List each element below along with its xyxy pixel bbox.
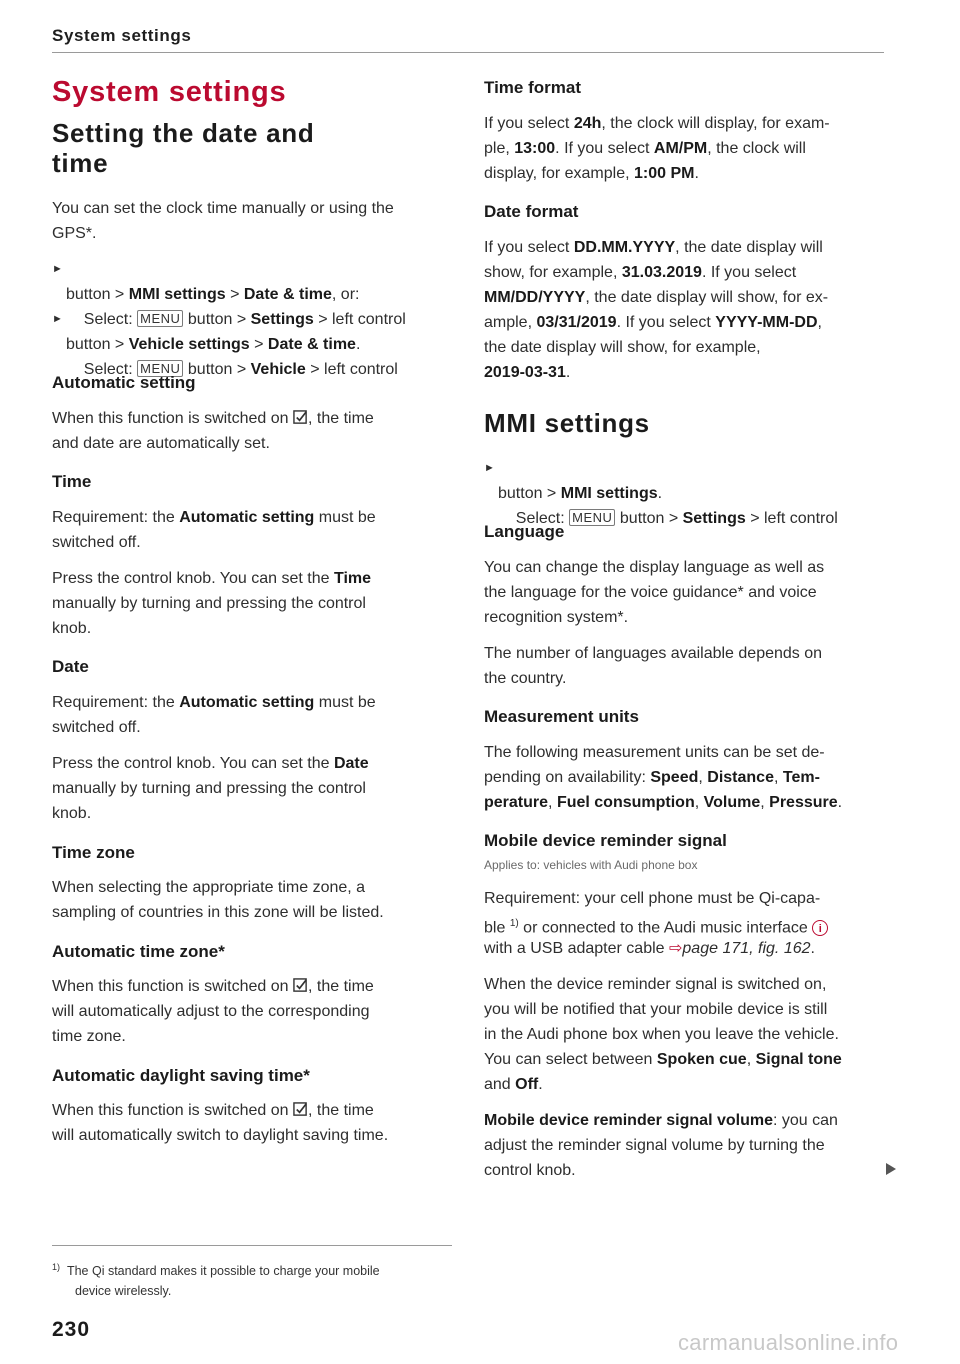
para-text: , the date display will [675,239,823,256]
date-press-line1 [52,751,369,776]
para-text: , the clock will display, for exam- [601,115,830,132]
para-text: show, for example, [484,264,618,281]
mmi-step-cont [484,481,662,506]
section-title: System settings [52,76,287,108]
para-bold: 13:00 [514,140,556,157]
para-text: . If you select [555,140,650,157]
df-line3 [484,285,828,310]
heading-measurement-units: Measurement units [484,707,639,726]
para-text: or connected to the Audi music interface [523,919,808,937]
step-bold: MMI settings [128,286,226,303]
para-bold: 31.03.2019 [621,264,702,281]
para-text: with a USB adapter cable [484,940,665,957]
dst-line1 [52,1098,374,1123]
step-bold: Settings [682,510,746,527]
mdr2-line1: When the device reminder signal is switched on, [484,976,827,993]
footnote-line2: device wirelessly. [75,1284,172,1299]
heading-date: Date [52,657,89,676]
step-bold: Settings [250,311,314,328]
df-line6 [484,360,570,385]
para-bold: Off [515,1076,539,1093]
step-text: > left control [750,510,838,527]
para-bold: Date [333,755,369,772]
step-text: Select: [83,361,133,378]
step-bold: MMI settings [560,485,658,502]
para-text: If you select [484,115,570,132]
intro-line2: GPS*. [52,225,97,242]
para-bold: Volume [703,794,761,811]
dst-line2: will automatically switch to daylight saving time. [52,1127,389,1144]
time-press-line2: manually by turning and pressing the control [52,595,366,612]
para-bold: Mobile device reminder signal volume [484,1112,773,1129]
para-bold: YYYY-MM-DD [715,314,818,331]
para-bold: perature [484,794,549,811]
bullet-icon: ► [52,263,63,275]
nav-step-2-cont [52,332,360,357]
para-bold: MM/DD/YYYY [484,289,586,306]
auto-line1 [52,406,374,431]
menu-key-icon: MENU [137,360,183,377]
step-text: button > [66,286,125,303]
para-text: When this function is switched on [52,410,289,427]
step-text: Select: [515,510,565,527]
mdr-line1: Requirement: your cell phone must be Qi-capa- [484,890,821,907]
para-bold: 24h [573,115,602,132]
para-text: , [694,794,700,811]
para-text: Requirement: the [52,509,175,526]
date-press-line3: knob. [52,805,92,822]
checkbox-checked-icon [293,1102,308,1117]
para-text: You can select between [484,1051,653,1068]
para-text: . If you select [616,314,711,331]
step-text: button > [619,510,679,527]
heading-time-format: Time format [484,78,581,97]
para-text: : you can [772,1112,838,1129]
para-bold: 03/31/2019 [536,314,617,331]
para-text: , the date display will show, for ex- [585,289,829,306]
para-text: , [817,314,822,331]
mu-line2 [484,765,820,790]
step-text: > left control [318,311,406,328]
para-text: ple, [484,140,510,157]
para-text: , the clock will [707,140,806,157]
heading-automatic-setting: Automatic setting [52,373,196,392]
heading-daylight-saving: Automatic daylight saving time* [52,1066,310,1085]
step-bold: Date & time [267,336,356,353]
para-bold: Spoken cue [656,1051,747,1068]
para-bold: Pressure [769,794,838,811]
lang-line1: You can change the display language as well as [484,559,825,576]
para-text: . [837,794,843,811]
vol-line3: control knob. [484,1162,576,1179]
menu-key-icon: MENU [569,509,615,526]
step-text: , or: [331,286,360,303]
para-text: , [698,769,703,786]
atz-line3: time zone. [52,1028,126,1045]
mu-line3 [484,790,842,815]
time-req-line1 [52,505,376,530]
menu-key-icon: MENU [137,310,183,327]
para-text: ample, [484,314,533,331]
mdr2-line5 [484,1072,543,1097]
step-text: button > [498,485,557,502]
para-text: When this function is switched on [52,978,289,995]
tf-line1 [484,111,830,136]
atz-line1 [52,974,374,999]
heading-time-zone: Time zone [52,843,135,862]
step-text: . [355,336,361,353]
step-text: button > [66,336,125,353]
heading-language: Language [484,522,565,541]
para-text: . If you select [701,264,797,281]
checkbox-checked-icon [293,410,308,425]
para-text: , the time [308,978,374,995]
mdr2-line4 [484,1047,842,1072]
mdr2-line2: you will be notified that your mobile device is still [484,1001,828,1018]
bullet-icon: ► [52,313,63,325]
mdr-line3 [484,936,815,961]
time-press-line1 [52,566,371,591]
step-text: . [657,485,663,502]
heading-time: Time [52,472,92,491]
step-text: > [230,286,240,303]
lang-line3: recognition system*. [484,609,629,626]
step-text: > [254,336,264,353]
step-text: Select: [83,311,133,328]
page-number: 230 [52,1318,91,1341]
checkbox-checked-icon [293,978,308,993]
page-reference-link[interactable]: page 171, fig. 162 [682,940,811,957]
para-text: Press the control knob. You can set the [52,755,330,772]
para-text: When this function is switched on [52,1102,289,1119]
para-text: Press the control knob. You can set the [52,570,330,587]
running-header: System settings [52,26,192,45]
atz-line2: will automatically adjust to the corresponding [52,1003,370,1020]
date-press-line2: manually by turning and pressing the control [52,780,366,797]
para-text: display, for example, [484,165,630,182]
para-text: , [760,794,765,811]
para-text: If you select [484,239,570,256]
date-req-line1 [52,690,376,715]
para-text: , the time [308,410,374,427]
para-text: ble [484,919,506,937]
page-title-line2: time [52,148,109,178]
para-bold: Automatic setting [179,509,315,526]
para-text: Requirement: the [52,694,175,711]
step-bold: Vehicle settings [128,336,250,353]
time-req-line2: switched off. [52,534,141,551]
footnote-marker: 1) [509,918,519,929]
page-title-line1: Setting the date and [52,118,315,148]
bullet-icon: ► [484,462,495,474]
para-text: and [484,1076,511,1093]
para-text: , the time [308,1102,374,1119]
heading-mmi-settings: MMI settings [484,408,650,438]
para-bold: AM/PM [653,140,708,157]
step-text: button > [187,311,247,328]
date-req-line2: switched off. [52,719,141,736]
para-text: . [565,364,571,381]
para-text: . [694,165,699,182]
para-bold: DD.MM.YYYY [573,239,676,256]
para-bold: Automatic setting [179,694,315,711]
footnote-marker: 1) [52,1262,61,1272]
header-divider [52,52,884,53]
tz-line2: sampling of countries in this zone will be listed. [52,904,384,921]
heading-auto-time-zone: Automatic time zone* [52,942,225,961]
para-text: . [810,940,815,957]
para-bold: Signal tone [755,1051,842,1068]
footnote-text: The Qi standard makes it possible to charge your mobile [66,1264,380,1279]
para-text: , [548,794,553,811]
reference-arrow-icon: ⇨ [669,940,683,957]
para-text: . [538,1076,543,1093]
para-text: , [773,769,779,786]
step-bold: Date & time [243,286,332,303]
para-bold: Distance [707,769,774,786]
para-bold: Tem- [782,769,820,786]
footnote-divider [52,1245,452,1246]
step-text: > left control [310,361,398,378]
df-line2 [484,260,796,285]
lang2-line1: The number of languages available depends on [484,645,823,662]
para-text: , [746,1051,752,1068]
continue-arrow-icon [886,1163,896,1175]
mdr2-line3: in the Audi phone box when you leave the vehicle. [484,1026,839,1043]
info-circle-icon: i [812,920,828,936]
footnote-line1 [52,1257,452,1281]
nav-step-1-cont [52,282,359,307]
heading-date-format: Date format [484,202,579,221]
vol-line1 [484,1108,838,1133]
para-bold: Fuel consumption [556,794,695,811]
para-bold: 1:00 PM [634,165,695,182]
para-bold: Speed [650,769,699,786]
df-line1 [484,235,823,260]
para-bold: Time [333,570,372,587]
para-text: must be [318,694,376,711]
mu-line1: The following measurement units can be set de- [484,744,825,761]
para-text: must be [318,509,376,526]
footnote [52,1257,452,1301]
df-line4 [484,310,822,335]
lang-line2: the language for the voice guidance* and voice [484,584,817,601]
step-bold: Vehicle [250,361,306,378]
watermark: carmanualsonline.info [678,1330,899,1355]
time-press-line3: knob. [52,620,92,637]
para-text: pending on availability: [484,769,646,786]
applies-to-note: Applies to: vehicles with Audi phone box [484,858,698,872]
tz-line1: When selecting the appropriate time zone, a [52,879,366,896]
tf-line2 [484,136,806,161]
heading-mobile-reminder: Mobile device reminder signal [484,831,727,850]
df-line5: the date display will show, for example, [484,339,761,356]
vol-line2: adjust the reminder signal volume by turning the [484,1137,825,1154]
auto-line2: and date are automatically set. [52,435,270,452]
intro-line1: You can set the clock time manually or using the [52,200,394,217]
step-text: button > [187,361,247,378]
tf-line3 [484,161,699,186]
lang2-line2: the country. [484,670,567,687]
para-bold: 2019-03-31 [484,364,566,381]
